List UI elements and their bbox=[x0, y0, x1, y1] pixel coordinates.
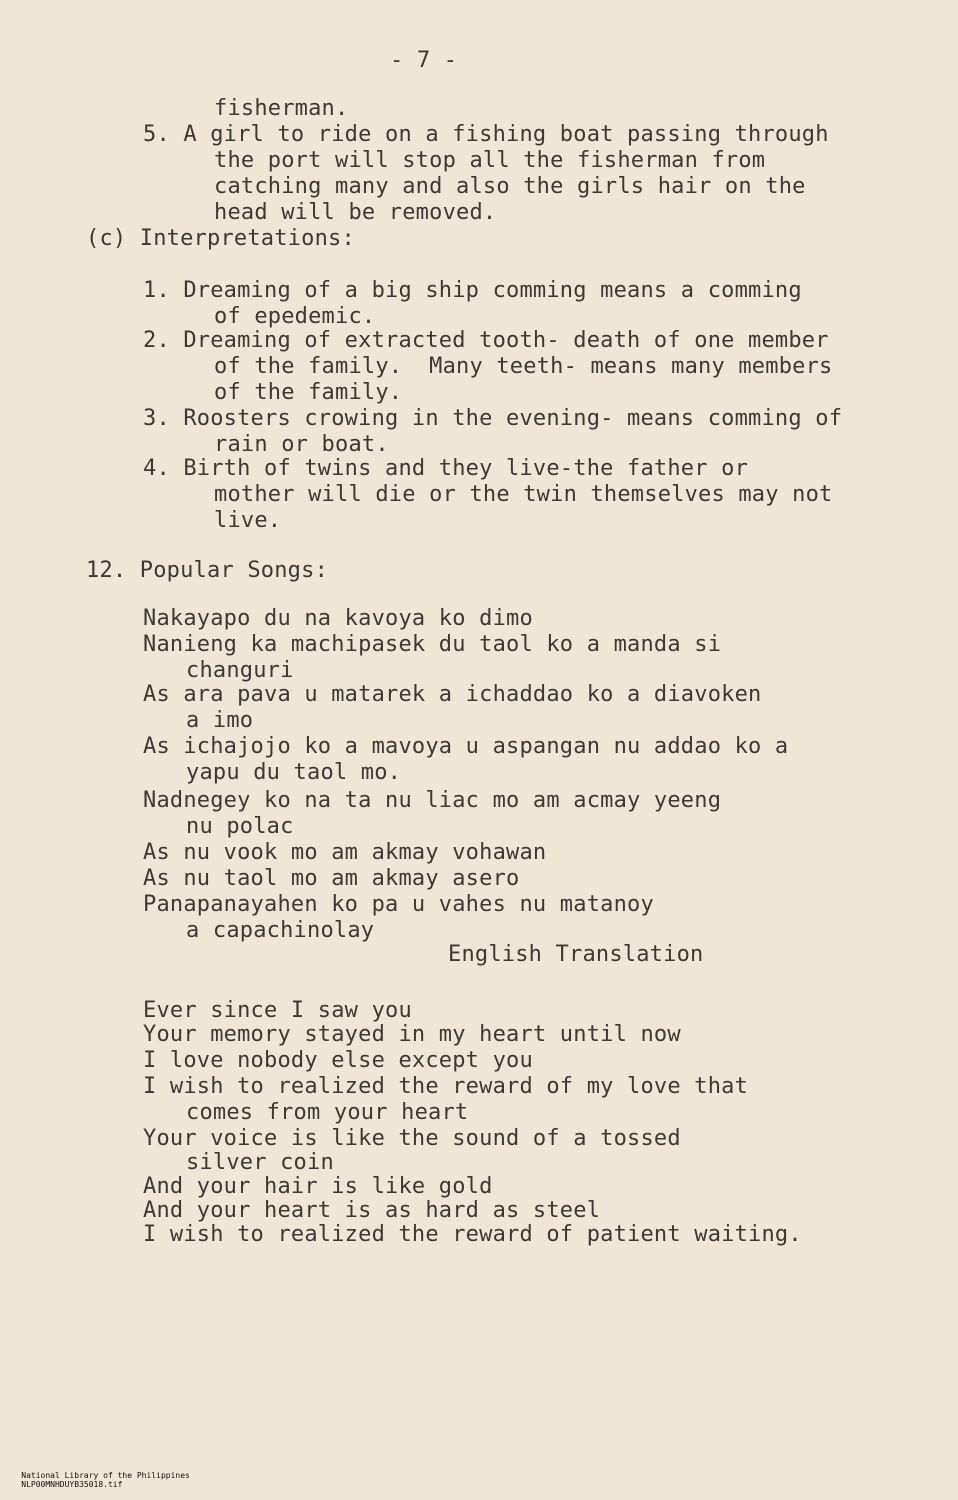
song-line: Nakayapo du na kavoya ko dimo bbox=[143, 606, 533, 631]
text-line: of the family. Many teeth- means many members bbox=[214, 354, 833, 379]
song-line: changuri bbox=[186, 658, 294, 683]
song-line: yapu du taol mo. bbox=[186, 760, 402, 785]
translation-line: Your memory stayed in my heart until now bbox=[143, 1022, 681, 1047]
text-line: fisherman. bbox=[214, 96, 349, 121]
section-heading: 12. Popular Songs: bbox=[86, 558, 329, 583]
text-line: 5. A girl to ride on a fishing boat passing through bbox=[143, 122, 829, 147]
text-line: 3. Roosters crowing in the evening- means comming of bbox=[143, 406, 843, 431]
text-line: rain or boat. bbox=[214, 432, 389, 457]
text-line: 4. Birth of twins and they live-the father or bbox=[143, 456, 749, 481]
song-line: As nu taol mo am akmay asero bbox=[143, 866, 520, 891]
song-line: Nadnegey ko na ta nu liac mo am acmay yeeng bbox=[143, 788, 722, 813]
translation-line: I love nobody else except you bbox=[143, 1048, 533, 1073]
page-number: - 7 - bbox=[390, 48, 458, 73]
song-line: Panapanayahen ko pa u vahes nu matanoy bbox=[143, 892, 654, 917]
song-line: a imo bbox=[186, 708, 254, 733]
song-line: As ara pava u matarek a ichaddao ko a diavoken bbox=[143, 682, 762, 707]
text-line: 1. Dreaming of a big ship comming means a comming bbox=[143, 278, 802, 303]
text-line: catching many and also the girls hair on the bbox=[214, 174, 806, 199]
section-heading: (c) Interpretations: bbox=[86, 226, 355, 251]
text-line: live. bbox=[214, 508, 282, 533]
text-line: mother will die or the twin themselves may not bbox=[214, 482, 833, 507]
text-line: of the family. bbox=[214, 380, 403, 405]
translation-line: I wish to realized the reward of my love that bbox=[143, 1074, 749, 1099]
translation-line: silver coin bbox=[186, 1150, 334, 1175]
text-line: head will be removed. bbox=[214, 200, 497, 225]
translation-line: And your hair is like gold bbox=[143, 1174, 493, 1199]
text-line: 2. Dreaming of extracted tooth- death of one member bbox=[143, 328, 829, 353]
song-line: nu polac bbox=[186, 814, 294, 839]
text-line: the port will stop all the fisherman from bbox=[214, 148, 766, 173]
text-line: of epedemic. bbox=[214, 304, 376, 329]
song-line: As nu vook mo am akmay vohawan bbox=[143, 840, 547, 865]
translation-line: comes from your heart bbox=[186, 1100, 469, 1125]
translation-line: And your heart is as hard as steel bbox=[143, 1198, 601, 1223]
footer-source: National Library of the Philippines bbox=[21, 1471, 190, 1480]
translation-line: Your voice is like the sound of a tossed bbox=[143, 1126, 681, 1151]
song-line: As ichajojo ko a mavoya u aspangan nu addao ko a bbox=[143, 734, 789, 759]
song-line: Nanieng ka machipasek du taol ko a manda si bbox=[143, 632, 722, 657]
translation-line: I wish to realized the reward of patient waiting. bbox=[143, 1222, 802, 1247]
translation-heading: English Translation bbox=[448, 942, 704, 967]
translation-line: Ever since I saw you bbox=[143, 998, 412, 1023]
footer-filename: NLP00MNHDUYB35018.tif bbox=[21, 1480, 123, 1489]
song-line: a capachinolay bbox=[186, 918, 375, 943]
scan-footer bbox=[2, 1462, 218, 1498]
